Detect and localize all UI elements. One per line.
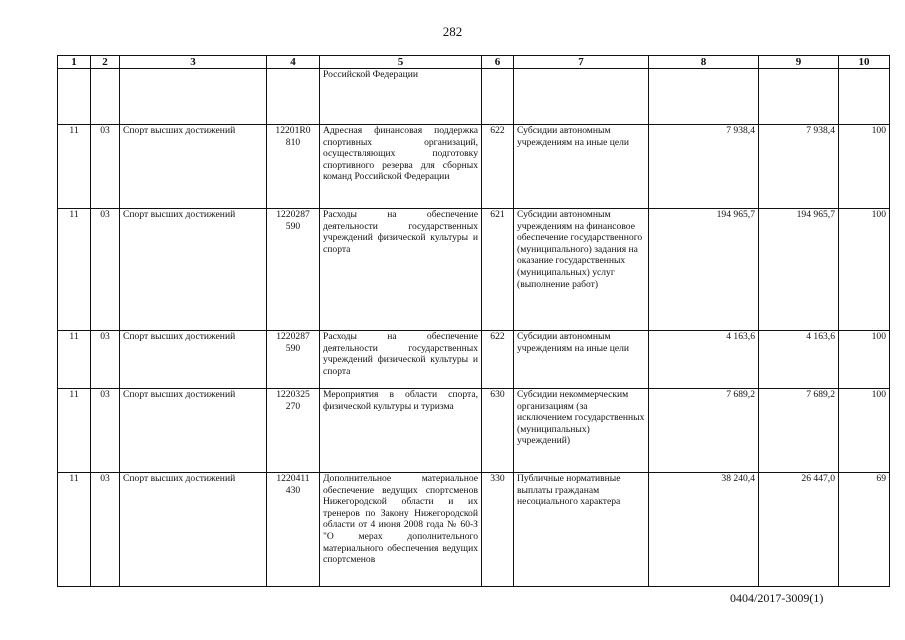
executed-amount-cell: 4 163,6 bbox=[759, 331, 839, 389]
table-row bbox=[58, 473, 890, 587]
subsection-cell: 03 bbox=[91, 125, 120, 209]
expense-type-code-cell: 622 bbox=[482, 125, 514, 209]
executed-amount-cell: 194 965,7 bbox=[759, 209, 839, 331]
approved-amount-cell: 194 965,7 bbox=[649, 209, 759, 331]
expense-type-name-cell: Публичные нормативные выплаты гражданам несоциального характера bbox=[514, 473, 649, 587]
target-code-cell bbox=[267, 69, 320, 125]
col-header-3: 3 bbox=[120, 56, 267, 69]
execution-percent-cell: 100 bbox=[839, 209, 890, 331]
section-cell: 11 bbox=[58, 331, 91, 389]
table-row bbox=[58, 125, 890, 209]
section-cell: 11 bbox=[58, 389, 91, 473]
section-name-cell: Спорт высших достижений bbox=[120, 389, 267, 473]
table-row bbox=[58, 69, 890, 125]
executed-amount-cell: 7 689,2 bbox=[759, 389, 839, 473]
table-row bbox=[58, 209, 890, 331]
expense-type-name-cell: Субсидии некоммерческим организациям (за исключением государственных (муниципальных) учреждений) bbox=[514, 389, 649, 473]
target-code-cell: 1220411 430 bbox=[267, 473, 320, 587]
target-code-cell: 1220287 590 bbox=[267, 209, 320, 331]
executed-amount-cell: 26 447,0 bbox=[759, 473, 839, 587]
expense-type-name-cell: Субсидии автономным учреждениям на иные цели bbox=[514, 331, 649, 389]
executed-amount-cell bbox=[759, 69, 839, 125]
approved-amount-cell: 7 689,2 bbox=[649, 389, 759, 473]
subsection-cell: 03 bbox=[91, 389, 120, 473]
col-header-9: 9 bbox=[759, 56, 839, 69]
table-row bbox=[58, 331, 890, 389]
section-name-cell bbox=[120, 69, 267, 125]
col-header-10: 10 bbox=[839, 56, 890, 69]
description-cell: Адресная финансовая поддержка спортивных организаций, осуществляющих подготовку спортивного резерва для сборных команд Российской Федерации bbox=[320, 125, 482, 209]
description-cell: Российской Федерации bbox=[320, 69, 482, 125]
target-code-cell: 1220325 270 bbox=[267, 389, 320, 473]
executed-amount-cell: 7 938,4 bbox=[759, 125, 839, 209]
col-header-2: 2 bbox=[91, 56, 120, 69]
description-cell: Дополнительное материальное обеспечение ведущих спортсменов Нижегородской области и их тренеров по Закону Нижегородской области от 4 июня 2008 года № 60-З "О мерах дополнительного материального обеспечения ведущих спортсменов bbox=[320, 473, 482, 587]
description-cell: Мероприятия в области спорта, физической культуры и туризма bbox=[320, 389, 482, 473]
execution-percent-cell bbox=[839, 69, 890, 125]
expense-type-name-cell: Субсидии автономным учреждениям на иные цели bbox=[514, 125, 649, 209]
description-cell: Расходы на обеспечение деятельности государственных учреждений физической культуры и спорта bbox=[320, 209, 482, 331]
approved-amount-cell bbox=[649, 69, 759, 125]
section-cell: 11 bbox=[58, 125, 91, 209]
col-header-4: 4 bbox=[267, 56, 320, 69]
section-name-cell: Спорт высших достижений bbox=[120, 331, 267, 389]
subsection-cell: 03 bbox=[91, 331, 120, 389]
expense-type-name-cell: Субсидии автономным учреждениям на финансовое обеспечение государственного (муниципального) задания на оказание государственных (муниципальных) услуг (выполнение работ) bbox=[514, 209, 649, 331]
section-name-cell: Спорт высших достижений bbox=[120, 209, 267, 331]
expense-type-code-cell: 630 bbox=[482, 389, 514, 473]
col-header-5: 5 bbox=[320, 56, 482, 69]
section-name-cell: Спорт высших достижений bbox=[120, 473, 267, 587]
expense-type-code-cell: 622 bbox=[482, 331, 514, 389]
execution-percent-cell: 69 bbox=[839, 473, 890, 587]
document-code: 0404/2017-3009(1) bbox=[730, 591, 824, 605]
approved-amount-cell: 7 938,4 bbox=[649, 125, 759, 209]
approved-amount-cell: 4 163,6 bbox=[649, 331, 759, 389]
section-cell bbox=[58, 69, 91, 125]
col-header-1: 1 bbox=[58, 56, 91, 69]
execution-percent-cell: 100 bbox=[839, 125, 890, 209]
budget-table bbox=[57, 55, 890, 587]
section-name-cell: Спорт высших достижений bbox=[120, 125, 267, 209]
page-number: 282 bbox=[442, 24, 463, 39]
expense-type-code-cell: 621 bbox=[482, 209, 514, 331]
target-code-cell: 12201R0 810 bbox=[267, 125, 320, 209]
col-header-8: 8 bbox=[649, 56, 759, 69]
subsection-cell bbox=[91, 69, 120, 125]
col-header-6: 6 bbox=[482, 56, 514, 69]
expense-type-name-cell bbox=[514, 69, 649, 125]
description-cell: Расходы на обеспечение деятельности государственных учреждений физической культуры и спорта bbox=[320, 331, 482, 389]
header-row bbox=[58, 56, 890, 69]
approved-amount-cell: 38 240,4 bbox=[649, 473, 759, 587]
expense-type-code-cell bbox=[482, 69, 514, 125]
subsection-cell: 03 bbox=[91, 473, 120, 587]
section-cell: 11 bbox=[58, 209, 91, 331]
expense-type-code-cell: 330 bbox=[482, 473, 514, 587]
table-row bbox=[58, 389, 890, 473]
col-header-7: 7 bbox=[514, 56, 649, 69]
execution-percent-cell: 100 bbox=[839, 389, 890, 473]
section-cell: 11 bbox=[58, 473, 91, 587]
target-code-cell: 1220287 590 bbox=[267, 331, 320, 389]
subsection-cell: 03 bbox=[91, 209, 120, 331]
execution-percent-cell: 100 bbox=[839, 331, 890, 389]
